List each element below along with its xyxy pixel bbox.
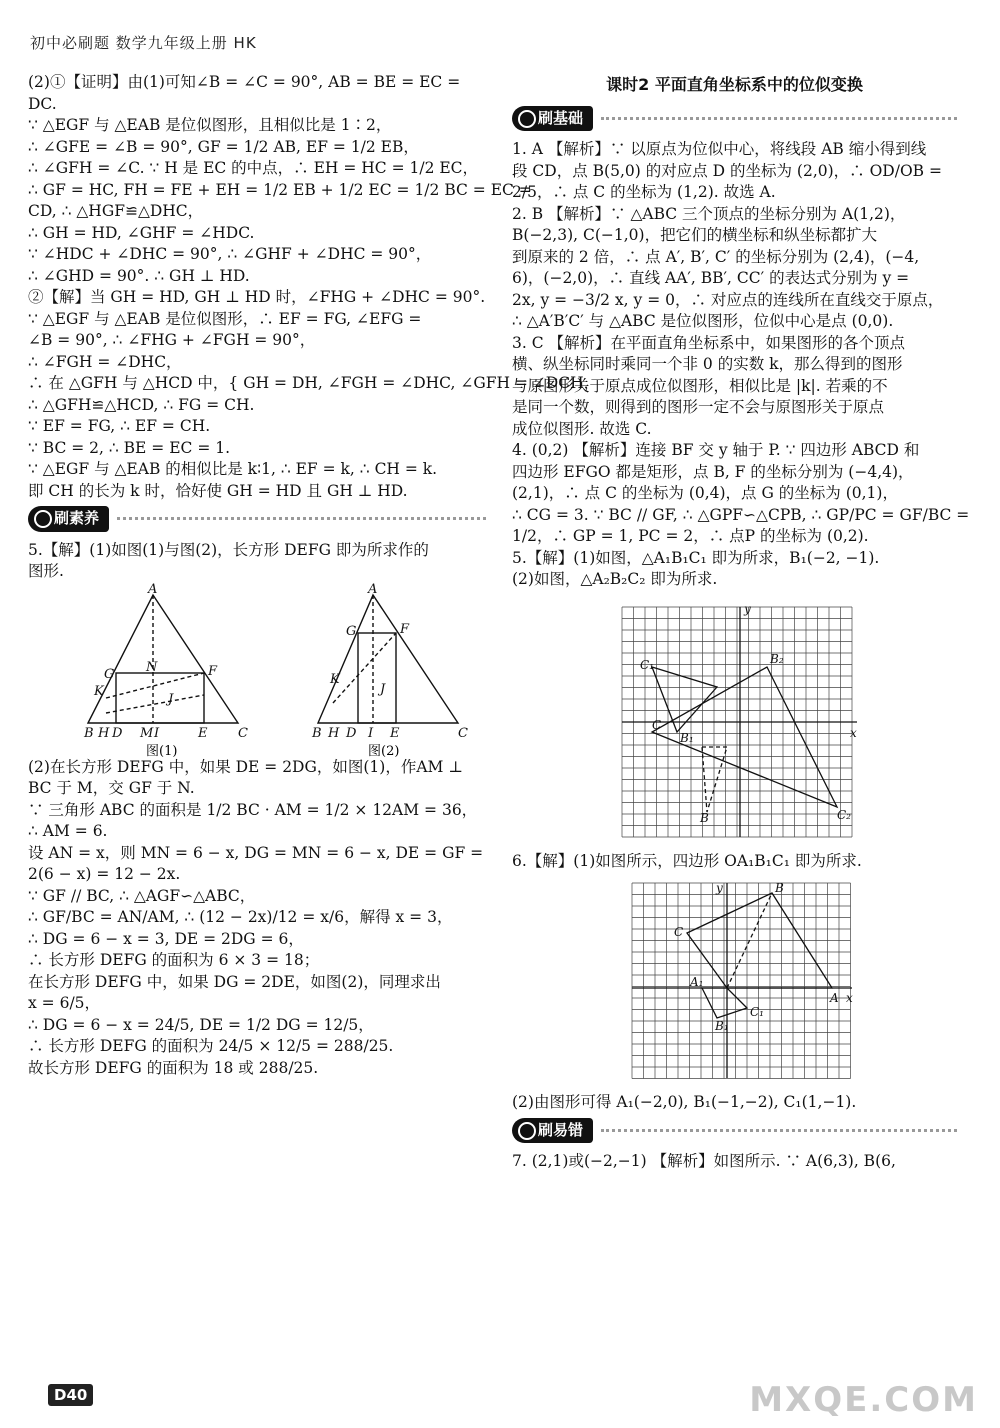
- text-line: 6.【解】(1)如图所示，四边形 OA₁B₁C₁ 即为所求.: [512, 851, 862, 870]
- text-line: 设 AN = x，则 MN = 6 − x, DG = MN = 6 − x, DE = GF =: [28, 843, 484, 862]
- svg-text:x: x: [850, 725, 857, 740]
- section-badge: 刷基础: [512, 106, 593, 132]
- svg-text:C₂: C₂: [837, 807, 851, 822]
- text-line: 段 CD，点 B(5,0) 的对应点 D 的坐标为 (2,0)，∴ OD/OB =: [512, 161, 942, 180]
- svg-text:B₁: B₁: [715, 1019, 729, 1033]
- svg-text:G: G: [104, 666, 115, 682]
- text-line: (2,1)，∴ 点 C 的坐标为 (0,4)，点 G 的坐标为 (0,1)，: [512, 484, 898, 502]
- svg-text:N: N: [146, 659, 158, 675]
- page-number: D40: [48, 1384, 93, 1406]
- text-line: ∴ DG = 6 − x = 3, DE = 2DG = 6，: [28, 929, 304, 948]
- text-line: ∵ △EGF 与 △EAB 的相似比是 k∶1, ∴ EF = k, ∴ CH = k.: [28, 460, 438, 478]
- text-line: 即 CH 的长为 k 时，恰好使 GH = HD 且 GH ⊥ HD.: [28, 481, 408, 500]
- svg-text:J: J: [168, 691, 174, 707]
- svg-text:F: F: [400, 621, 410, 637]
- text-line: 7. (2,1)或(−2,−1) 【解析】如图所示. ∵ A(6,3), B(6,: [512, 1152, 896, 1170]
- text-line: ∵ 三角形 ABC 的面积是 1/2 BC · AM = 1/2 × 12AM = 36，: [28, 800, 478, 819]
- text-line: ∴ ∠FGH = ∠DHC，: [28, 352, 182, 371]
- svg-text:D: D: [346, 725, 357, 741]
- text-line: B(−2,3), C(−1,0)，把它们的横坐标和纵坐标都扩大: [512, 226, 878, 244]
- svg-text:y: y: [716, 881, 723, 895]
- text-line: ∴ 长方形 DEFG 的面积为 6 × 3 = 18；: [28, 951, 320, 969]
- right-text-c: [512, 1092, 957, 1114]
- text-line: ∵ BC = 2, ∴ BE = EC = 1.: [28, 438, 231, 457]
- section-header-yicuo: [512, 1118, 957, 1144]
- text-line: 是同一个数，则得到的图形一定不会与原图形关于原点: [512, 398, 885, 416]
- svg-text:I: I: [368, 725, 374, 741]
- svg-text:C₁: C₁: [750, 1005, 764, 1019]
- text-line: 与原图形关于原点成位似图形，相似比是 |k|. 若乘的不: [512, 376, 888, 395]
- svg-text:B: B: [312, 725, 322, 741]
- right-column: [512, 72, 970, 1173]
- text-line: BC 于 M，交 GF 于 N.: [28, 779, 195, 797]
- text-line: (2)如图，△A₂B₂C₂ 即为所求.: [512, 570, 718, 588]
- section-header-jichu: [512, 106, 957, 132]
- text-line: 1/2，∴ GP = 1, PC = 2，∴ 点P 的坐标为 (0,2).: [512, 527, 869, 545]
- watermark: MXQE.COM: [749, 1380, 978, 1420]
- svg-text:E: E: [390, 725, 400, 741]
- text-line: ∵ △EGF 与 △EAB 是位似图形，∴ EF = FG, ∠EFG =: [28, 309, 422, 328]
- fig1-triangle: [88, 595, 238, 723]
- svg-text:B: B: [84, 725, 94, 741]
- text-line: ②【解】当 GH = HD, GH ⊥ HD 时，∠FHG + ∠DHC = 90°.: [28, 288, 486, 306]
- text-line: 5.【解】(1)如图(1)与图(2)，长方形 DEFG 即为所求作的: [28, 540, 429, 559]
- text-line: ∴ 在 △GFH 与 △HCD 中，{ GH = DH, ∠FGH = ∠DHC, ∠GFH = ∠DCH，: [28, 374, 600, 392]
- text-line: 横、纵坐标同时乘同一个非 0 的实数 k，那么得到的图形: [512, 355, 903, 373]
- text-line: CD, ∴ △HGF≌△DHC，: [28, 202, 204, 220]
- text-line: ∴ GF/BC = AN/AM, ∴ (12 − 2x)/12 = x/6，解得 x = 3，: [28, 908, 453, 926]
- text-line: ∵ ∠HDC + ∠DHC = 90°, ∴ ∠GHF + ∠DHC = 90°，: [28, 245, 432, 263]
- text-line: x = 6/5，: [28, 994, 101, 1012]
- text-line: (2)由图形可得 A₁(−2,0), B₁(−1,−2), C₁(1,−1).: [512, 1093, 857, 1111]
- text-line: ∴ AM = 6.: [28, 822, 108, 840]
- svg-text:I: I: [154, 725, 160, 741]
- text-line: ∴ ∠GHD = 90°. ∴ GH ⊥ HD.: [28, 266, 250, 285]
- quadrilateral-oa1b1c1: [702, 988, 747, 1018]
- svg-text:x: x: [846, 991, 853, 1005]
- fig2-rectangle: [358, 633, 396, 723]
- text-line: ∵ △EGF 与 △EAB 是位似图形，且相似比是 1∶2，: [28, 116, 392, 134]
- right-text-a: [512, 139, 970, 591]
- text-line: ∴ ∠GFE = ∠B = 90°, GF = 1/2 AB, EF = 1/2 EB，: [28, 137, 419, 156]
- svg-text:B: B: [775, 881, 784, 895]
- svg-text:A: A: [368, 581, 378, 597]
- text-line: 故长方形 DEFG 的面积为 18 或 288/25.: [28, 1058, 319, 1077]
- text-line: (2)①【证明】由(1)可知∠B = ∠C = 90°, AB = BE = EC =: [28, 73, 461, 91]
- svg-text:B₁: B₁: [680, 730, 694, 745]
- text-line: ∴ 长方形 DEFG 的面积为 24/5 × 12/5 = 288/25.: [28, 1037, 394, 1055]
- text-line: ∴ CG = 3. ∵ BC // GF, ∴ △GPF∽△CPB, ∴ GP/PC = GF/BC =: [512, 505, 970, 524]
- dotted-rule: [601, 1129, 957, 1132]
- text-line: ∴ DG = 6 − x = 24/5, DE = 1/2 DG = 12/5，: [28, 1015, 374, 1034]
- svg-text:K: K: [330, 671, 340, 687]
- svg-text:C₁: C₁: [640, 657, 654, 672]
- section-badge: 刷易错: [512, 1118, 593, 1144]
- svg-text:C: C: [238, 725, 248, 741]
- text-line: ∴ ∠GFH = ∠C. ∵ H 是 EC 的中点，∴ EH = HC = 1/2 EC，: [28, 159, 479, 177]
- svg-text:D: D: [112, 725, 123, 741]
- text-line: 2(6 − x) = 12 − 2x.: [28, 865, 181, 883]
- svg-text:M: M: [140, 725, 154, 741]
- text-line: ∵ EF = FG, ∴ EF = CH.: [28, 417, 211, 435]
- text-line: 5.【解】(1)如图，△A₁B₁C₁ 即为所求，B₁(−2, −1).: [512, 548, 880, 567]
- text-line: ∴ △GFH≌△HCD, ∴ FG = CH.: [28, 395, 255, 414]
- svg-text:C: C: [674, 925, 684, 939]
- fig2-triangle: [318, 595, 458, 723]
- svg-text:K: K: [94, 683, 104, 699]
- svg-text:C: C: [652, 717, 662, 732]
- svg-text:G: G: [346, 623, 357, 639]
- text-line: ∴ GF = HC, FH = FE + EH = 1/2 EB + 1/2 EC = 1/2 BC = EC =: [28, 180, 532, 199]
- text-line: 图形.: [28, 562, 64, 580]
- svg-text:A₁: A₁: [690, 975, 704, 989]
- svg-text:F: F: [208, 663, 218, 679]
- text-line: (2)在长方形 DEFG 中，如果 DE = 2DG，如图(1)，作AM ⊥: [28, 757, 463, 776]
- right-text-d: [512, 1151, 957, 1173]
- fig2-caption: 图(2): [368, 743, 400, 759]
- coordinate-grid-q6: [512, 878, 957, 1088]
- text-line: 4. (0,2) 【解析】连接 BF 交 y 轴于 P. ∵ 四边形 ABCD 和: [512, 441, 920, 459]
- coordinate-grid-q5: [512, 597, 957, 847]
- text-line: ∵ GF // BC, ∴ △AGF∽△ABC，: [28, 886, 256, 905]
- page-header: 初中必刷题 数学九年级上册 HK: [30, 34, 257, 52]
- section-badge: 刷素养: [28, 506, 109, 532]
- svg-text:B₂: B₂: [770, 651, 784, 666]
- lesson-title: 课时2 平面直角坐标系中的位似变换: [606, 75, 863, 94]
- left-text-c: [28, 757, 486, 1080]
- svg-text:H: H: [98, 725, 110, 741]
- dotted-rule: [601, 117, 957, 120]
- text-line: 四边形 EFGO 都是矩形，点 B, F 的坐标分别为 (−4,4)，: [512, 462, 914, 481]
- svg-text:B: B: [700, 810, 709, 825]
- svg-text:J: J: [380, 681, 386, 697]
- text-line: 在长方形 DEFG 中，如果 DG = 2DE，如图(2)，同理求出: [28, 972, 441, 991]
- text-line: 3. C 【解析】在平面直角坐标系中，如果图形的各个顶点: [512, 333, 906, 352]
- text-line: 1. A 【解析】∵ 以原点为位似中心，将线段 AB 缩小得到线: [512, 140, 927, 158]
- svg-text:A: A: [830, 991, 839, 1005]
- text-line: ∴ GH = HD, ∠GHF = ∠HDC.: [28, 223, 255, 242]
- svg-text:H: H: [328, 725, 340, 741]
- text-line: 6)，(−2,0)，∴ 直线 AA′, BB′, CC′ 的表达式分别为 y =: [512, 269, 910, 287]
- triangle-figures: [28, 581, 488, 759]
- text-line: 成位似图形. 故选 C.: [512, 419, 652, 438]
- text-line: ∠B = 90°, ∴ ∠FHG + ∠FGH = 90°，: [28, 331, 316, 349]
- text-line: DC.: [28, 94, 57, 113]
- text-line: 2x, y = −3/2 x, y = 0，∴ 对应点的连线所在直线交于原点，: [512, 290, 944, 309]
- text-line: 到原来的 2 倍，∴ 点 A′, B′, C′ 的坐标分别为 (2,4)，(−4,: [512, 247, 920, 266]
- dotted-rule: [117, 517, 486, 520]
- svg-text:E: E: [198, 725, 208, 741]
- svg-text:C: C: [458, 725, 468, 741]
- text-line: ∴ △A′B′C′ 与 △ABC 是位似图形，位似中心是点 (0,0).: [512, 312, 894, 330]
- text-line: 2. B 【解析】∵ △ABC 三个顶点的坐标分别为 A(1,2)，: [512, 204, 906, 223]
- left-text-b: [28, 540, 486, 583]
- fig1-caption: 图(1): [146, 743, 178, 759]
- svg-text:y: y: [744, 601, 751, 616]
- svg-text:A: A: [148, 581, 158, 597]
- text-line: 2/5，∴ 点 C 的坐标为 (1,2). 故选 A.: [512, 183, 776, 201]
- right-text-b: [512, 851, 957, 873]
- section-header-suyang: [28, 506, 486, 532]
